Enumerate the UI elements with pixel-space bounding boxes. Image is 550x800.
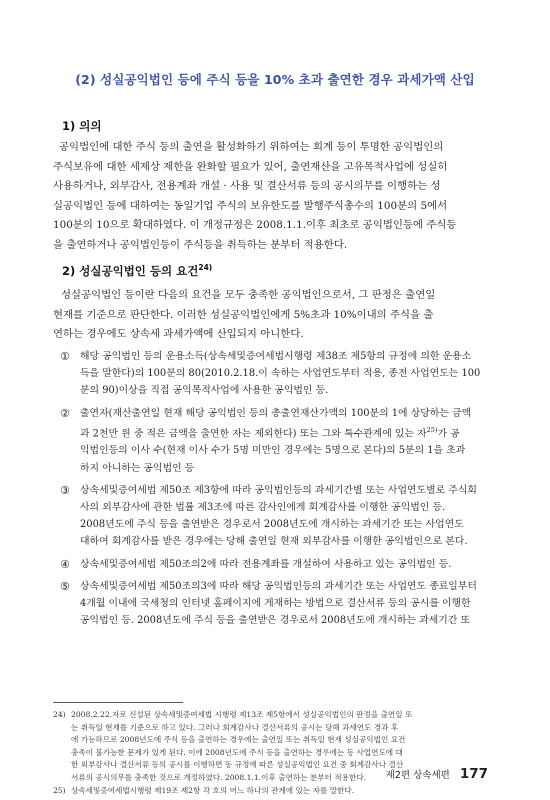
footnote-divider (53, 702, 183, 703)
text-line: 실공익법인 등에 대하여는 동일기업 주식의 보유한도를 발행주식총수의 100분의 5에서 (53, 199, 448, 212)
text-line: 상속세및증여세법 제50조의2에 따라 전용계좌를 개설하여 사용하고 있는 공익법인 등. (80, 558, 452, 570)
text-line: 4개월 이내에 국세청의 인터넷 홈페이지에 게재하는 방법으로 결산서류 등의 공시를 이행한 (80, 597, 471, 609)
text-line-part: 가 공 (437, 428, 460, 440)
footnote-ref-25: 25) (426, 425, 438, 434)
text-line: 현재를 기준으로 판단한다. 이러한 성실공익법인에게 5%초과 10%이내의 주식을 출 (53, 308, 434, 321)
item-number: ① (60, 350, 70, 363)
paragraph-significance (53, 138, 485, 255)
item-number: ② (60, 406, 70, 420)
text-line: 공익법인에 대한 주식 등의 출연을 활성화하기 위하여는 회계 등이 투명한 공익법인의 (59, 141, 444, 153)
text-line: 대하여 회계감사를 받은 경우에는 당해 출연일 현재 외부감사를 이행한 공익법인으로 본다. (80, 536, 468, 548)
text-line: 2008.2.22.자로 신설된 상속세및증여세법 시행령 제13조 제5항에서 성실공익법인의 판정을 출연일 또 (71, 710, 413, 719)
list-item (60, 556, 490, 573)
text-line: 연하는 경우에도 상속세 과세가액에 산입되지 아니한다. (53, 328, 304, 340)
item-number: ③ (60, 483, 70, 497)
text-line: 사의 외부감사에 관한 법률 제3조에 따른 감사인에게 회계감사를 이행한 공익법인 등. (80, 501, 446, 513)
text-line: 성실공익법인 등이란 다음의 요건을 모두 충족한 공익법인으로서, 그 판정은 출연일 (61, 289, 436, 301)
text-line: 에 가능하므로 2008년도에 주식 등을 출연하는 경우에는 출연일 또는 취득일 현재 성실공익법인 요건 (71, 735, 406, 745)
footnote-number: 25) (53, 785, 66, 795)
text-line: 익법인등의 이사 수(현재 이사 수가 5명 미만인 경우에는 5명으로 본다)의 5분의 1을 초과 (80, 445, 466, 457)
running-section-label: 제2편 상속세편 (385, 770, 450, 781)
text-line: 상속세및증여세법 제50조의3에 따라 해당 공익법인등의 과세기간 또는 사업연도 종료일부터 (80, 580, 477, 592)
page-number: 177 (459, 766, 488, 782)
item-number: ⑤ (60, 579, 70, 593)
text-line: 해당 공익법인 등의 운용소득(상속세및증여세법시행령 제38조 제5항의 규정에 의한 운용소 (80, 351, 472, 362)
footnotes (53, 709, 493, 797)
text-line-part: 과 2천만 원 중 적은 금액을 출연한 자는 제외한다) 또는 그와 특수관계에 있는 자 (80, 428, 427, 440)
text-line (80, 422, 490, 443)
text-line: 출연자(재산출연일 현재 해당 공익법인 등의 총출연재산가액의 100분의 1에 상당하는 금액 (80, 407, 472, 419)
list-item (60, 578, 490, 630)
footnote-number: 24) (53, 710, 66, 719)
text-line: 한 외부감사나 결산서류 등의 공시를 이행하면 동 규정에 따른 성실공익법인 요건 중 회계감사나 결산 (71, 760, 404, 770)
list-item (60, 405, 490, 477)
text-line: 는 취득일 현재를 기준으로 하고 있다. 그러나 회계감사나 결산서류의 공시는 당해 과세연도 경과 후 (71, 722, 399, 732)
requirements-list (60, 348, 490, 634)
footnote-25 (53, 785, 493, 798)
section-title: (2) 성실공익법인 등에 주식 등을 10% 초과 출연한 경우 과세가액 산입 (75, 72, 475, 87)
text-line: 하지 아니하는 공익법인 등 (80, 462, 195, 474)
list-item (60, 348, 490, 400)
heading-significance: 1) 의의 (62, 119, 102, 133)
text-line: 충족이 불가능한 문제가 있게 된다. 이에 2008년도에 주식 등을 출연하는 경우에는 동 사업연도에 대 (71, 747, 403, 757)
page-footer (386, 766, 488, 782)
text-line: 2008년도에 주식 등을 출연받은 경우로서 2008년도에 개시하는 과세기간 또는 사업연도 (80, 519, 464, 531)
text-line: 사용하거나, 외부감사, 전용계좌 개설 · 사용 및 결산서류 등의 공시의무를 이행하는 성 (53, 180, 441, 192)
text-line: 100분의 10으로 확대하였다. 이 개정규정은 2008.1.1.이후 최초로 공익법인등에 주식등 (53, 219, 457, 231)
text-line: 상속세및증여세법 제50조 제3항에 따라 공익법인등의 과세기간별 또는 사업연도별로 주식회 (80, 484, 477, 496)
text-line: 상속세및증여세법시행령 제19조 제2항 각 호의 어느 하나의 관계에 있는 자를 말한다. (71, 785, 355, 795)
text-line: 공익법인 등. 2008년도에 주식 등을 출연받은 경우로서 2008년도에 개시하는 과세기간 또 (80, 615, 471, 627)
footnote-ref-24: 24) (198, 263, 213, 273)
paragraph-requirements-intro (53, 286, 485, 345)
text-line: 분의 90)이상을 직접 공익목적사업에 사용한 공익법인 등. (80, 385, 329, 397)
item-number: ④ (60, 557, 70, 571)
text-line: 을 출연하거나 공익법인등이 주식등을 취득하는 분부터 적용한다. (53, 238, 348, 251)
heading-requirements (62, 263, 212, 279)
text-line: 득을 말한다)의 100분의 80(2010.2.18.이 속하는 사업연도부터 적용, 종전 사업연도는 100 (80, 368, 481, 380)
list-item (60, 482, 490, 551)
text-line: 서류의 공시의무를 충족한 것으로 개정하였다. 2008.1.1.이후 출연하는 분부터 적용한다. (71, 772, 367, 782)
text-line: 주식보유에 대한 세제상 제한을 완화할 필요가 있어, 출연재산을 고유목적사업에 성실히 (53, 160, 448, 173)
heading-requirements-text: 2) 성실공익법인 등의 요건 (62, 264, 199, 278)
